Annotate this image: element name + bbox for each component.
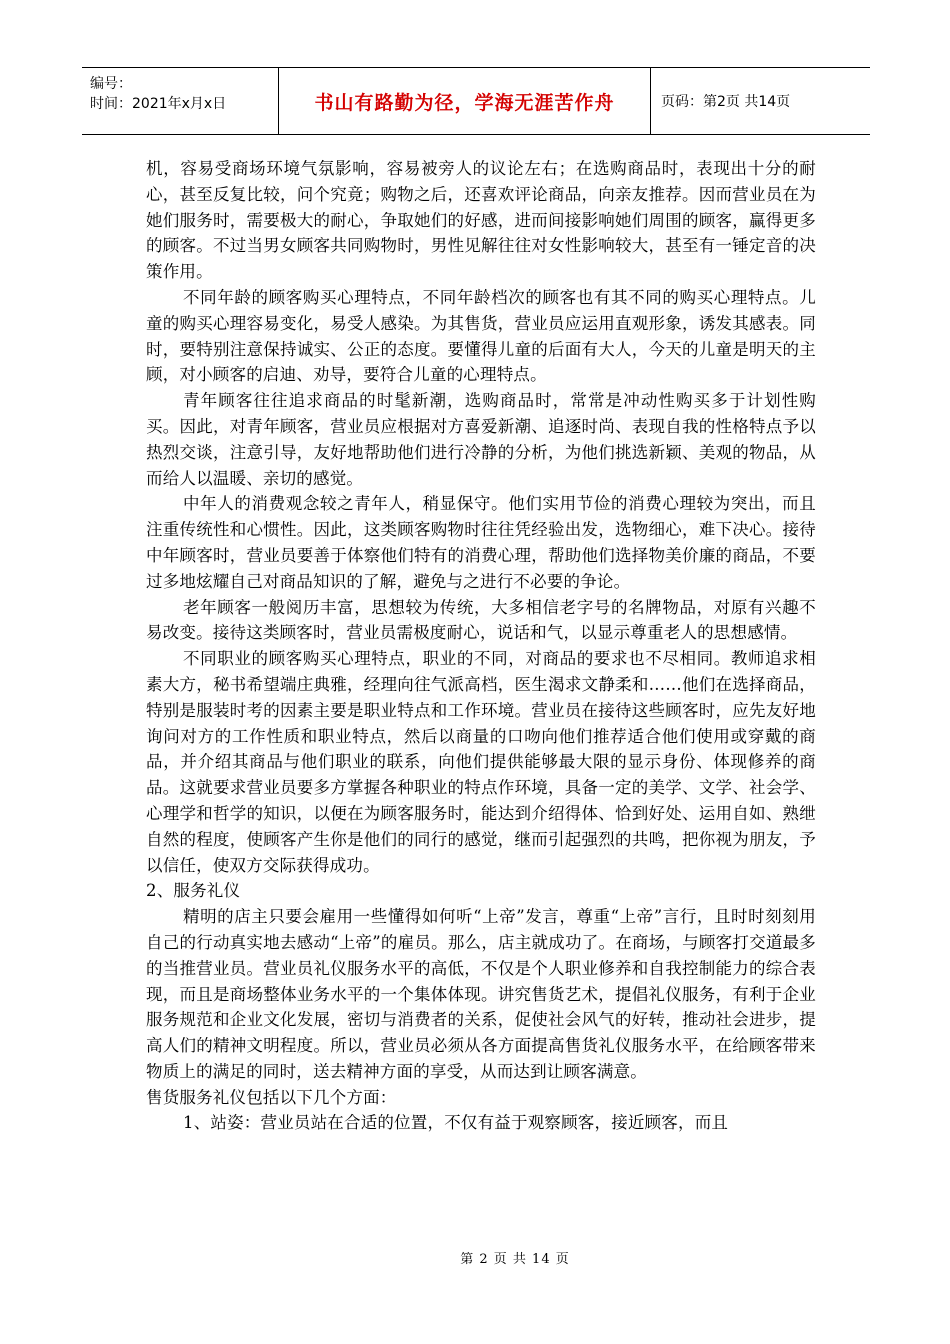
footer-page-number: 第 2 页 共 14 页: [460, 1252, 570, 1267]
header-page-indicator: 页码：第2页 共14页: [661, 94, 791, 110]
document-number-label: 编号：: [90, 76, 132, 92]
paragraph: 中年人的消费观念较之青年人，稍显保守。他们实用节俭的消费心理较为突出，而且注重传统性和心惯性。因此，这类顾客购物时往往凭经验出发，选物细心，难下决心。接待中年顾客时，营业员要善于体察他们特有的消费心理，帮助他们选择物美价廉的商品，不要过多地炫耀自己对商品知识的了解，避免与之进行不必要的争论。: [146, 494, 816, 591]
header-meta-cell: [82, 68, 279, 134]
document-date-label: 时间：2021年x月x日: [90, 96, 227, 112]
paragraph: 售货服务礼仪包括以下几个方面：: [146, 1087, 397, 1107]
paragraph: 老年顾客一般阅历丰富，思想较为传统，大多相信老字号的名牌物品，对原有兴趣不易改变。接待这类顾客时，营业员需极度耐心，说话和气，以显示尊重老人的思想感情。: [146, 597, 816, 643]
paragraph: 精明的店主只要会雇用一些懂得如何听“上帝”发言，尊重“上帝”言行，且时时刻刻用自己的行动真实地去感动“上帝”的雇员。那么，店主就成功了。在商场，与顾客打交道最多的当推营业员。营业员礼仪服务水平的高低，不仅是个人职业修养和自我控制能力的综合表现，而且是商场整体业务水平的一个集体体现。讲究售货艺术，提倡礼仪服务，有利于企业服务规范和企业文化发展，密切与消费者的关系，促使社会风气的好转，推动社会进步，提高人们的精神文明程度。所以，营业员必须从各方面提高售货礼仪服务水平，在给顾客带来物质上的满足的同时，送去精神方面的享受，从而达到让顾客满意。: [146, 907, 816, 1081]
paragraph: 机，容易受商场环境气氛影响，容易被旁人的议论左右；在选购商品时，表现出十分的耐心，甚至反复比较，问个究竟；购物之后，还喜欢评论商品，向亲友推荐。因而营业员在为她们服务时，需要极大的耐心，争取她们的好感，进而间接影响她们周围的顾客，赢得更多的顾客。不过当男女顾客共同购物时，男性见解往往对女性影响较大，甚至有一锤定音的决策作用。: [146, 159, 816, 282]
list-item: 1、站姿：营业员站在合适的位置，不仅有益于观察顾客，接近顾客，而且: [183, 1113, 729, 1133]
page-footer: [0, 1248, 950, 1267]
page-header: [82, 67, 870, 135]
document-body: [146, 156, 816, 1136]
paragraph: 不同年龄的顾客购买心理特点，不同年龄档次的顾客也有其不同的购买心理特点。儿童的购买心理容易变化，易受人感染。为其售货，营业员应运用直观形象，诱发其感表。同时，要特别注意保持诚实、公正的态度。要懂得儿童的后面有大人，今天的儿童是明天的主顾，对小顾客的启迪、劝导，要符合儿童的心理特点。: [146, 287, 816, 385]
paragraph: 青年顾客往往追求商品的时髦新潮，选购商品时，常常是冲动性购买多于计划性购买。因此，对青年顾客，营业员应根据对方喜爱新潮、追逐时尚、表现自我的性格特点予以热烈交谈，注意引导，友好地帮助他们进行冷静的分析，为他们挑选新颖、美观的物品，从而给人以温暖、亲切的感觉。: [146, 391, 816, 488]
paragraph: 不同职业的顾客购买心理特点，职业的不同，对商品的要求也不尽相同。教师追求相素大方，秘书希望端庄典雅，经理向往气派高档，医生渴求文静柔和……他们在选择商品，特别是服装时考的因素主要是职业特点和工作环境。营业员在接待这些顾客时，应先友好地询问对方的工作性质和职业特点，然后以商量的口吻向他们推荐适合他们使用或穿戴的商品，并介绍其商品与他们职业的联系，向他们提供能够最大限的显示身份、体现修养的商品。这就要求营业员要多方掌握各种职业的特点作环境，具备一定的美学、文学、社会学、心理学和哲学的知识，以便在为顾客服务时，能达到介绍得体、恰到好处、运用自如、熟绁自然的程度，使顾客产生你是他们的同行的感觉，继而引起强烈的共鸣，把你视为朋友，予以信任，使双方交际获得成功。: [146, 649, 816, 875]
header-motto: 书山有路勤为径，学海无涯苦作舟: [279, 68, 651, 134]
section-heading: 2、服务礼仪: [146, 881, 241, 901]
